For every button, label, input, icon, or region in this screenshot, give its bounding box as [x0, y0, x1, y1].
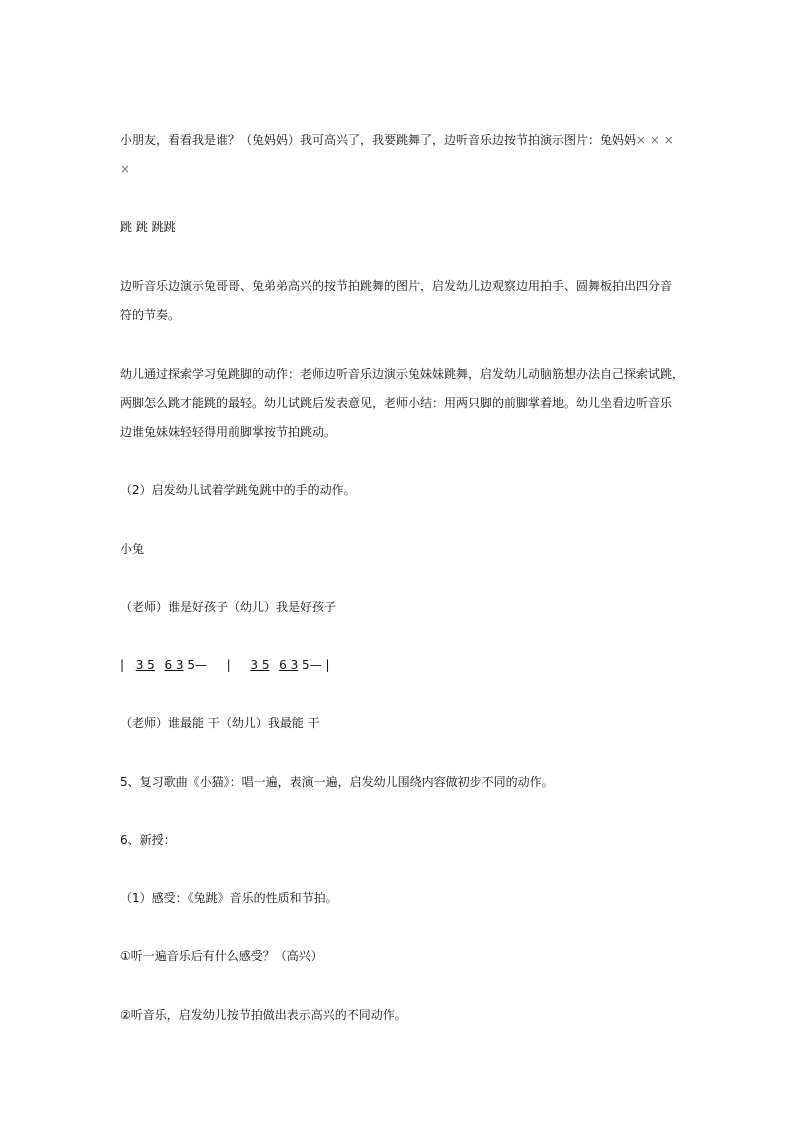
question-feeling: ①听一遍音乐后有什么感受？（高兴） [120, 949, 323, 963]
music-notation [120, 658, 330, 673]
step-5-review-song: 5、复习歌曲《小猫》：唱一遍，表演一遍，启发幼儿围绕内容做初步不同的动作。 [120, 775, 554, 789]
bar-line-mid: | [226, 658, 231, 672]
note-group-2: 6 3 [164, 658, 184, 672]
step-feel-music: （1）感受：《兔跳》音乐的性质和节拍。 [120, 891, 338, 905]
paragraph-brothers-line1: 边听音乐边演示兔哥哥、兔弟弟高兴的按节拍跳舞的图片，启发幼儿边观察边用拍手、圆舞板拍出四分音 [120, 279, 673, 293]
paragraph-explore-line3: 边谁兔妹妹轻轻得用前脚掌按节拍跳动。 [120, 425, 337, 439]
paragraph-rabbit-mother-continued [120, 162, 130, 177]
rhythm-crosses: × × × [636, 133, 674, 147]
note-group-3: 3 5 [250, 658, 270, 672]
lyrics-most-capable: （老师）谁最能 干（幼儿）我最能 干 [120, 716, 320, 730]
note-group-1: 3 5 [135, 658, 155, 672]
step-hand-movement: （2）启发幼儿试着学跳兔跳中的手的动作。 [120, 483, 356, 497]
paragraph-explore-line1: 幼儿通过探索学习兔跳脚的动作：老师边听音乐边演示兔妹妹跳舞，启发幼儿动脑筋想办法自己探索试跳， [120, 367, 685, 381]
jump-rhythm-words: 跳 跳 跳跳 [120, 220, 176, 234]
note-group-4: 6 3 [279, 658, 299, 672]
bar-line-right: | [325, 658, 330, 672]
lyrics-good-child: （老师）谁是好孩子（幼儿）我是好孩子 [120, 600, 337, 614]
step-listen-move: ②听音乐，启发幼儿按节拍做出表示高兴的不同动作。 [120, 1008, 407, 1022]
paragraph-explore-line2: 两脚怎么跳才能跳的最轻。幼儿试跳后发表意见，老师小结：用两只脚的前脚掌着地。幼儿坐看边听音乐 [120, 396, 673, 410]
paragraph-brothers-line2: 符的节奏。 [120, 308, 181, 322]
note-tail-1: 5— [187, 658, 208, 672]
song-title-little-rabbit: 小兔 [120, 542, 145, 556]
rhythm-cross: × [120, 162, 131, 176]
step-6-new-lesson: 6、新授： [120, 833, 176, 847]
note-tail-2: 5— [302, 658, 322, 672]
paragraph-text: 小朋友，看看我是谁？（兔妈妈）我可高兴了，我要跳舞了，边听音乐边按节拍演示图片：兔妈妈 [120, 133, 637, 147]
paragraph-rabbit-mother [120, 133, 674, 148]
bar-line-left: | [120, 658, 125, 672]
